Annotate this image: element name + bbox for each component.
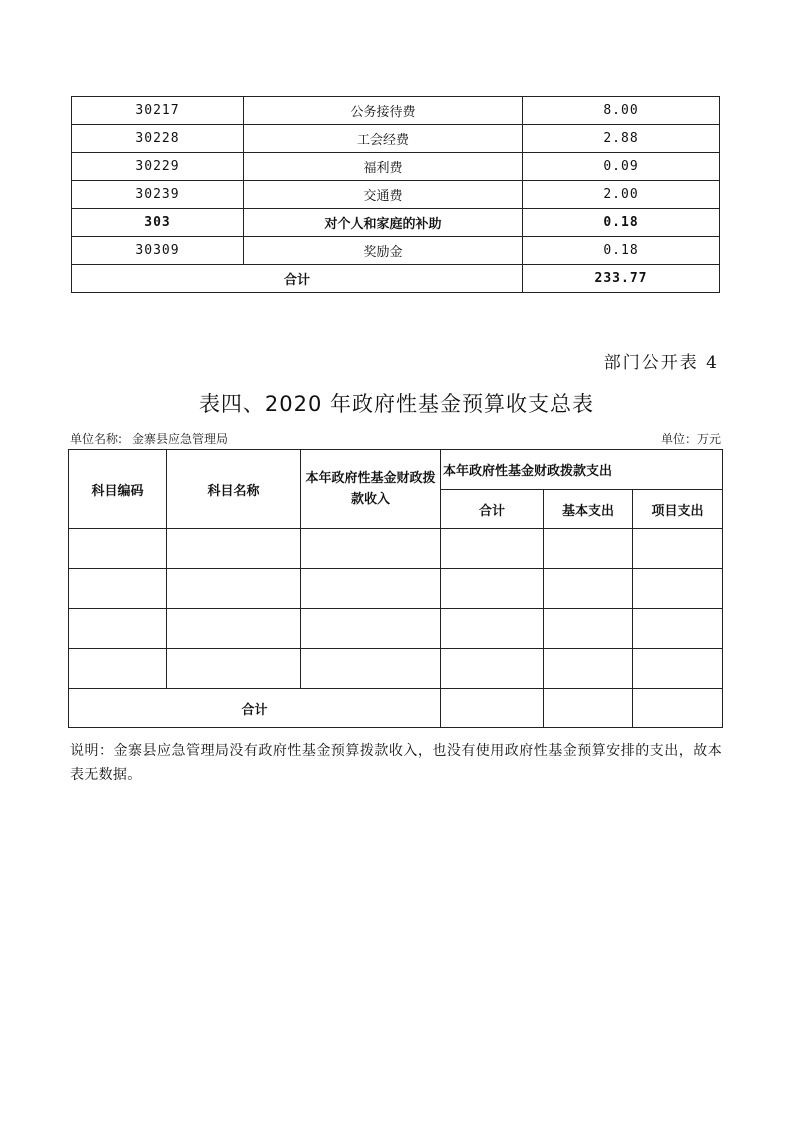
table-cell [167,529,301,569]
table-row [69,609,723,649]
subject-name: 工会经费 [244,125,523,153]
table-cell [441,649,544,689]
amount: 0.18 [523,237,720,265]
header-basic: 基本支出 [544,490,633,529]
table-row [72,153,720,181]
table-row [72,125,720,153]
header-total: 合计 [441,490,544,529]
total-label: 合计 [72,265,523,293]
subject-name: 交通费 [244,181,523,209]
table-cell [301,529,441,569]
subject-code: 303 [72,209,244,237]
amount: 0.18 [523,209,720,237]
table-cell [69,649,167,689]
unit-name: 金寨县应急管理局 [132,432,229,446]
table-cell [544,609,633,649]
total-row [69,689,723,728]
table-cell [544,649,633,689]
amount: 2.00 [523,181,720,209]
amount: 0.09 [523,153,720,181]
table-cell [633,689,723,728]
table-cell [441,609,544,649]
header-income: 本年政府性基金财政拨款收入 [301,450,441,529]
page-title: 表四、2020 年政府性基金预算收支总表 [198,392,595,416]
currency-unit: 单位：万元 [660,432,721,446]
table-cell [544,689,633,728]
table-cell [441,569,544,609]
unit-label: 单位名称: [70,432,123,446]
table-cell [441,529,544,569]
explanation-note: 说明：金寨县应急管理局没有政府性基金预算拨款收入，也没有使用政府性基金预算安排的支出，故本表无数据。 [70,743,722,783]
total-label: 合计 [69,689,441,728]
subject-code: 30228 [72,125,244,153]
unit-info [70,430,228,447]
subject-code: 30309 [72,237,244,265]
amount: 8.00 [523,97,720,125]
fund-budget-table [68,449,723,728]
table-cell [167,649,301,689]
table-cell [69,569,167,609]
header-code: 科目编码 [69,450,167,529]
table-cell [167,609,301,649]
header-row [69,450,723,490]
table-row [69,569,723,609]
table-row [69,529,723,569]
table-number: 部门公开表 4 [603,353,719,373]
amount: 2.88 [523,125,720,153]
table-cell [301,609,441,649]
subject-code: 30239 [72,181,244,209]
subject-name: 奖励金 [244,237,523,265]
table-row [72,237,720,265]
table-row [69,649,723,689]
table-cell [301,649,441,689]
subject-name: 公务接待费 [244,97,523,125]
subject-name: 对个人和家庭的补助 [244,209,523,237]
table-cell [69,609,167,649]
table-cell [633,529,723,569]
table-cell [69,529,167,569]
table-cell [633,649,723,689]
table-row [72,209,720,237]
header-name: 科目名称 [167,450,301,529]
subject-code: 30229 [72,153,244,181]
subject-name: 福利费 [244,153,523,181]
table-cell [633,569,723,609]
table-cell [441,689,544,728]
table-row [72,181,720,209]
total-row [72,265,720,293]
table-cell [544,569,633,609]
table-cell [167,569,301,609]
table-row [72,97,720,125]
subject-code: 30217 [72,97,244,125]
header-expenditure: 本年政府性基金财政拨款支出 [441,450,723,490]
header-project: 项目支出 [633,490,723,529]
table-cell [544,529,633,569]
budget-detail-table [71,96,720,293]
table-cell [301,569,441,609]
table-cell [633,609,723,649]
total-amount: 233.77 [523,265,720,293]
